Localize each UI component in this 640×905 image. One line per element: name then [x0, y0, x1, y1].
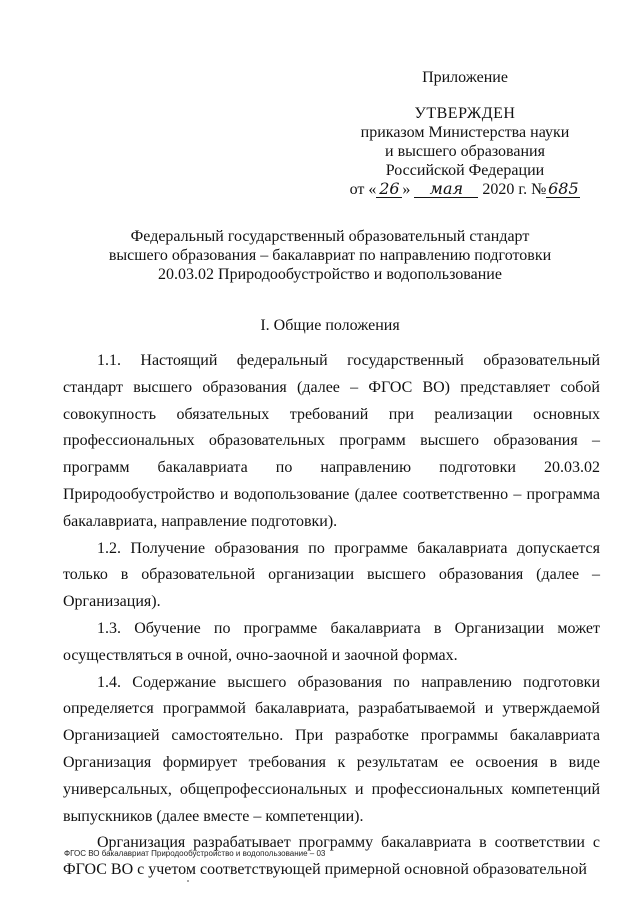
- title-line-2: высшего образования – бакалавриат по направлению подготовки: [108, 247, 552, 264]
- title-line-1: Федеральный государственный образовательный стандарт: [130, 228, 530, 245]
- paragraph-1-1: 1.1. Настоящий федеральный государственный образовательный стандарт высшего образования (далее – ФГОС ВО) представляет собой совокупность обязательных требований при реализации основных профессиональных образовательных программ высшего образования – программ бакалавриата по направлению подготовки 20.03.02 Природообустройство и водопользование (далее соответственно – программа бакалавриата, направление подготовки).: [63, 352, 600, 530]
- order-day: 26: [376, 181, 402, 198]
- document-title: [60, 227, 600, 284]
- section-heading: I. Общие положения: [260, 317, 400, 334]
- paragraph-1-4: 1.4. Содержание высшего образования по направлению подготовки определяется программой бакалавриата, разрабатываемой и утверждаемой Организацией самостоятельно. При разработке программы бакалавриата Организация формирует требования к результатам ее освоения в виде универсальных, общепрофессиональных и профессиональных компетенций выпускников (далее вместе – компетенции).: [63, 673, 600, 825]
- approval-line-2: и высшего образования: [385, 143, 545, 160]
- paragraph-1-3: 1.3. Обучение по программе бакалавриата в Организации может осуществляться в очной, очно-заочной и заочной формах.: [63, 619, 600, 664]
- approval-line-1: приказом Министерства науки: [360, 124, 570, 141]
- order-prefix: от «: [349, 181, 377, 198]
- document-body: [63, 348, 600, 884]
- order-mid: »: [402, 181, 411, 198]
- page-footer: ФГОС ВО бакалавриат Природообустройство и водопользование – 03: [64, 849, 326, 858]
- order-number: 685: [548, 179, 579, 198]
- approval-line-3: Российской Федерации: [385, 162, 545, 179]
- scan-dot: [187, 880, 189, 882]
- approval-block: [330, 68, 600, 199]
- appendix-label: Приложение: [422, 69, 508, 86]
- paragraph-organization: Организация разрабатывает программу бакалавриата в соответствии с ФГОС ВО с учетом соответствующей примерной основной образовательной: [63, 834, 600, 879]
- title-line-3: 20.03.02 Природообустройство и водопользование: [158, 266, 502, 283]
- approved-heading: УТВЕРЖДЕН: [414, 105, 516, 122]
- paragraph-1-2: 1.2. Получение образования по программе бакалавриата допускается только в образовательной организации высшего образования (далее – Организация).: [63, 539, 600, 611]
- order-line: [330, 180, 600, 199]
- order-year: 2020 г. №: [482, 181, 547, 198]
- order-month: мая: [414, 181, 478, 198]
